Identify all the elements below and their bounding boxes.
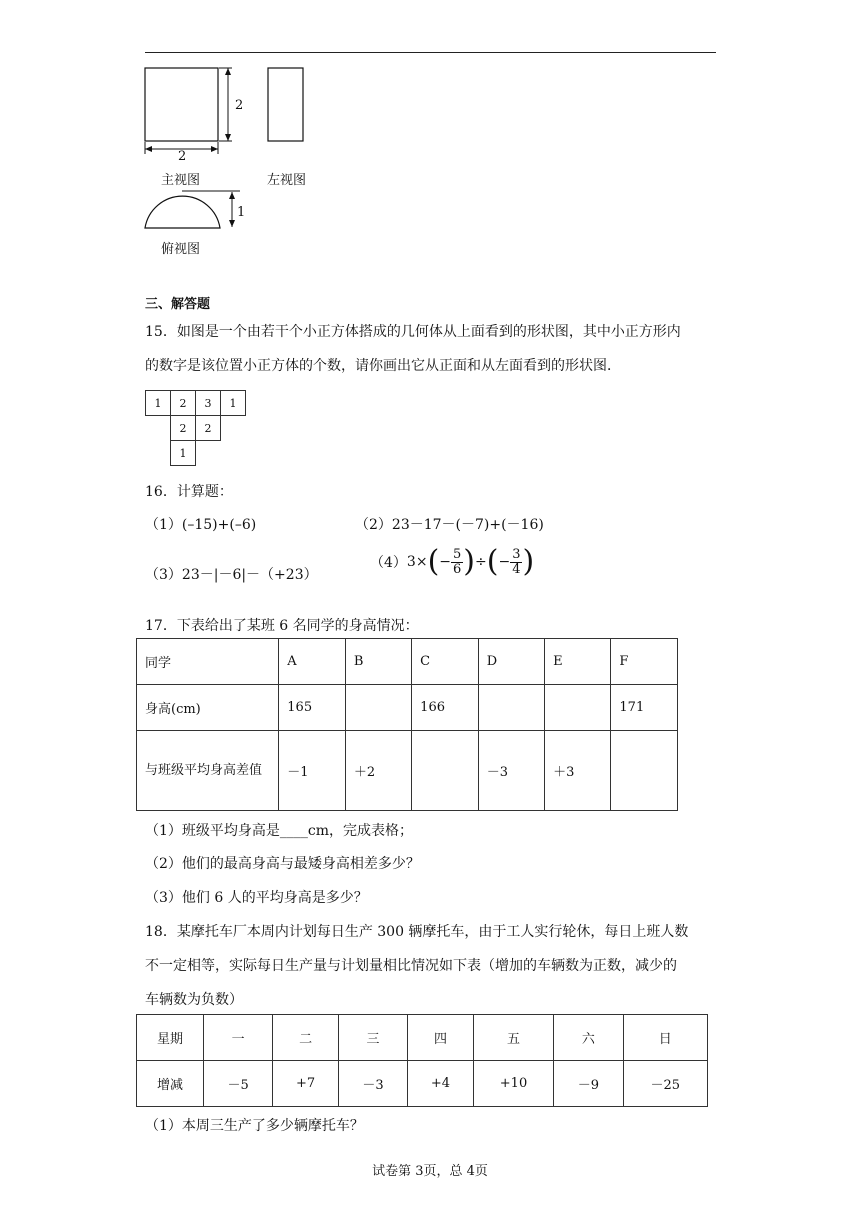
- table-cell: ＋2: [345, 731, 411, 811]
- top-height-label: 1: [237, 205, 246, 220]
- divide-sign: ÷: [475, 554, 487, 570]
- table-cell: 增减: [137, 1061, 204, 1107]
- q16-part4-term: 3×: [406, 554, 428, 570]
- table-cell: 四: [408, 1015, 474, 1061]
- table-cell: C: [412, 639, 479, 685]
- table-cell: 三: [338, 1015, 407, 1061]
- table-cell: +10: [473, 1061, 554, 1107]
- table-cell: －25: [623, 1061, 707, 1107]
- grid-cell: 3: [196, 391, 221, 416]
- q15-top-view-grid: [145, 390, 246, 466]
- q17-sub2: （2）他们的最高身高与最矮身高相差多少？: [145, 856, 420, 872]
- page-footer: 试卷第 3页，总 4页: [372, 1164, 488, 1179]
- grid-cell: 2: [171, 416, 196, 441]
- grid-cell: 1: [221, 391, 246, 416]
- q18-line3: 车辆数为负数）: [145, 992, 243, 1008]
- q16-part4-label: （4）: [370, 555, 407, 571]
- fraction-5-6: $\frac{5}{6}$: [453, 546, 462, 577]
- q16-part1: （1）(–15)+(–6): [145, 517, 257, 533]
- table-cell: 同学: [137, 639, 279, 685]
- top-view-semicircle: [145, 196, 220, 228]
- front-view-caption: 主视图: [161, 173, 201, 188]
- fraction-3-4: $\frac{3}{4}$: [512, 546, 521, 577]
- table-cell: 星期: [137, 1015, 204, 1061]
- table-cell: －9: [554, 1061, 623, 1107]
- table-cell: 二: [273, 1015, 339, 1061]
- q17-height-table: [136, 638, 678, 811]
- table-cell: －3: [478, 731, 544, 811]
- table-cell: [611, 731, 678, 811]
- table-cell: B: [345, 639, 411, 685]
- table-cell: －3: [338, 1061, 407, 1107]
- table-cell: [478, 685, 544, 731]
- q16-part4: （4）3×(− $\frac{5}{6}$ )÷(− $\frac{3}{4}$ ): [370, 544, 535, 579]
- q16-part3: （3）23－|－6|－（+23）: [145, 567, 318, 583]
- table-cell: 165: [279, 685, 346, 731]
- table-cell: 五: [473, 1015, 554, 1061]
- table-cell: E: [545, 639, 611, 685]
- front-view-square: [145, 68, 218, 141]
- table-cell: [545, 685, 611, 731]
- table-cell: －1: [279, 731, 346, 811]
- minus-sign: −: [439, 554, 452, 570]
- q15-line1: 15．如图是一个由若干个小正方体搭成的几何体从上面看到的形状图，其中小正方形内: [145, 324, 681, 340]
- grid-cell: 2: [196, 416, 221, 441]
- grid-cell: 2: [171, 391, 196, 416]
- table-cell: 一: [204, 1015, 273, 1061]
- table-cell: [345, 685, 411, 731]
- table-cell: +4: [408, 1061, 474, 1107]
- q16-part2: （2）23－17－(－7)+(－16): [355, 517, 544, 533]
- table-cell: ＋3: [545, 731, 611, 811]
- table-cell: [412, 731, 479, 811]
- table-cell: 日: [623, 1015, 707, 1061]
- q17-title: 17．下表给出了某班 6 名同学的身高情况：: [145, 618, 419, 634]
- q18-line2: 不一定相等，实际每日生产量与计划量相比情况如下表（增加的车辆数为正数，减少的: [145, 958, 677, 974]
- q17-sub1: （1）班级平均身高是____cm，完成表格；: [145, 823, 414, 839]
- top-view-caption: 俯视图: [161, 242, 201, 257]
- grid-cell: 1: [146, 391, 171, 416]
- front-width-label: 2: [178, 149, 187, 164]
- q16-title: 16．计算题：: [145, 484, 233, 500]
- q15-line2: 的数字是该位置小正方体的个数，请你画出它从正面和从左面看到的形状图．: [145, 358, 621, 374]
- q17-sub3: （3）他们 6 人的平均身高是多少？: [145, 890, 368, 906]
- table-cell: －5: [204, 1061, 273, 1107]
- table-cell: A: [279, 639, 346, 685]
- table-cell: 166: [412, 685, 479, 731]
- table-cell: 与班级平均身高差值: [137, 731, 279, 811]
- minus-sign: −: [498, 554, 511, 570]
- table-cell: D: [478, 639, 544, 685]
- grid-cell: 1: [171, 441, 196, 466]
- table-cell: F: [611, 639, 678, 685]
- table-cell: 171: [611, 685, 678, 731]
- table-cell: 身高(cm): [137, 685, 279, 731]
- q18-sub1: （1）本周三生产了多少辆摩托车？: [145, 1118, 364, 1134]
- table-cell: +7: [273, 1061, 339, 1107]
- section-heading: 三、解答题: [145, 297, 211, 312]
- top-rule: [145, 52, 716, 53]
- front-height-label: 2: [235, 98, 244, 113]
- q18-production-table: [136, 1014, 708, 1107]
- left-view-caption: 左视图: [267, 173, 307, 188]
- q18-line1: 18．某摩托车厂本周内计划每日生产 300 辆摩托车，由于工人实行轮休，每日上班人数: [145, 924, 689, 940]
- table-cell: 六: [554, 1015, 623, 1061]
- left-view-rect: [268, 68, 303, 141]
